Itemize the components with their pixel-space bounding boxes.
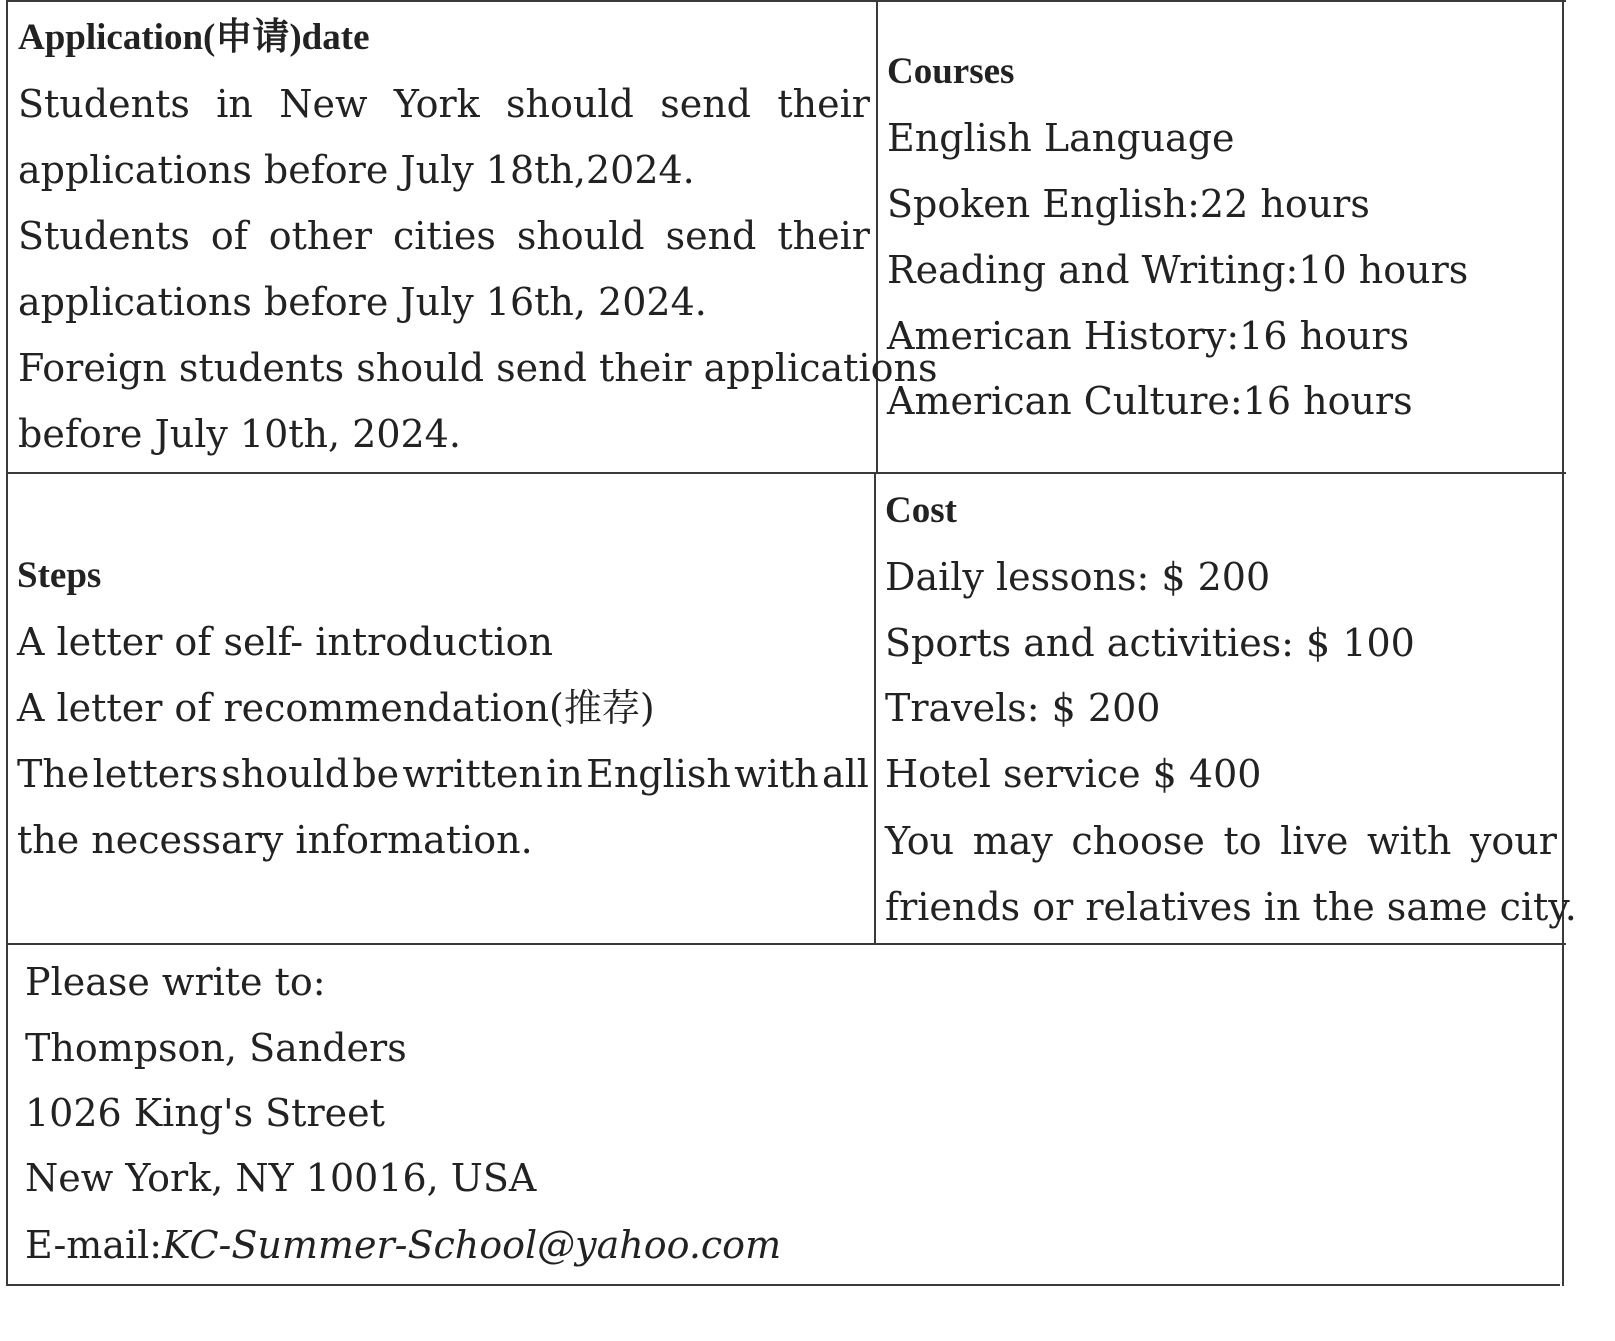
contact-intro: Please write to: [25, 960, 326, 1004]
column-divider-row1 [876, 0, 878, 473]
cost-item: Travels: $ 200 [885, 686, 1161, 730]
table-border-bottom [6, 1284, 1560, 1286]
table-border-right [1562, 0, 1564, 1286]
course-item: American History:16 hours [887, 314, 1410, 358]
cost-item: Daily lessons: $ 200 [885, 555, 1271, 599]
email-address[interactable]: KC-Summer-School@yahoo.com [162, 1223, 782, 1267]
email-label: E-mail: [25, 1223, 163, 1267]
cost-note-line-2: friends or relatives in the same city. [885, 885, 1577, 929]
courses-heading: Courses [887, 51, 1015, 92]
application-line-3: Students of other cities should send their [18, 214, 870, 258]
course-item: Spoken English:22 hours [887, 182, 1370, 226]
courses-section [887, 0, 1557, 470]
application-date-heading: Application(申请)date [18, 17, 370, 58]
column-divider-row2 [874, 473, 876, 944]
row-divider-2 [6, 943, 1566, 945]
course-item: American Culture:16 hours [887, 379, 1413, 423]
application-date-section [18, 0, 938, 470]
contact-section [25, 946, 1555, 1282]
application-line-6: before July 10th, 2024. [18, 412, 461, 456]
cost-heading: Cost [885, 490, 957, 531]
contact-email-row [25, 1223, 781, 1267]
cost-item: Sports and activities: $ 100 [885, 621, 1415, 665]
contact-name: Thompson, Sanders [25, 1026, 407, 1070]
cost-section [885, 474, 1577, 942]
cost-note-line-1: You may choose to live with your [885, 819, 1557, 863]
contact-city: New York, NY 10016, USA [25, 1156, 537, 1200]
steps-heading: Steps [17, 555, 102, 596]
course-item: English Language [887, 116, 1235, 160]
application-line-1: Students in New York should send their [18, 82, 870, 126]
application-line-2: applications before July 18th,2024. [18, 148, 695, 192]
cost-item: Hotel service $ 400 [885, 752, 1262, 796]
steps-section [17, 474, 869, 942]
contact-street: 1026 King's Street [25, 1091, 385, 1135]
steps-line-3: The letters should be written in English with all [17, 752, 869, 796]
application-line-4: applications before July 16th, 2024. [18, 280, 707, 324]
course-item: Reading and Writing:10 hours [887, 248, 1469, 292]
steps-line-4: the necessary information. [17, 818, 533, 862]
table-border-left [6, 0, 8, 1286]
steps-line-2: A letter of recommendation(推荐) [17, 686, 655, 730]
steps-line-1: A letter of self- introduction [17, 620, 554, 664]
application-line-5: Foreign students should send their applications [18, 346, 938, 390]
